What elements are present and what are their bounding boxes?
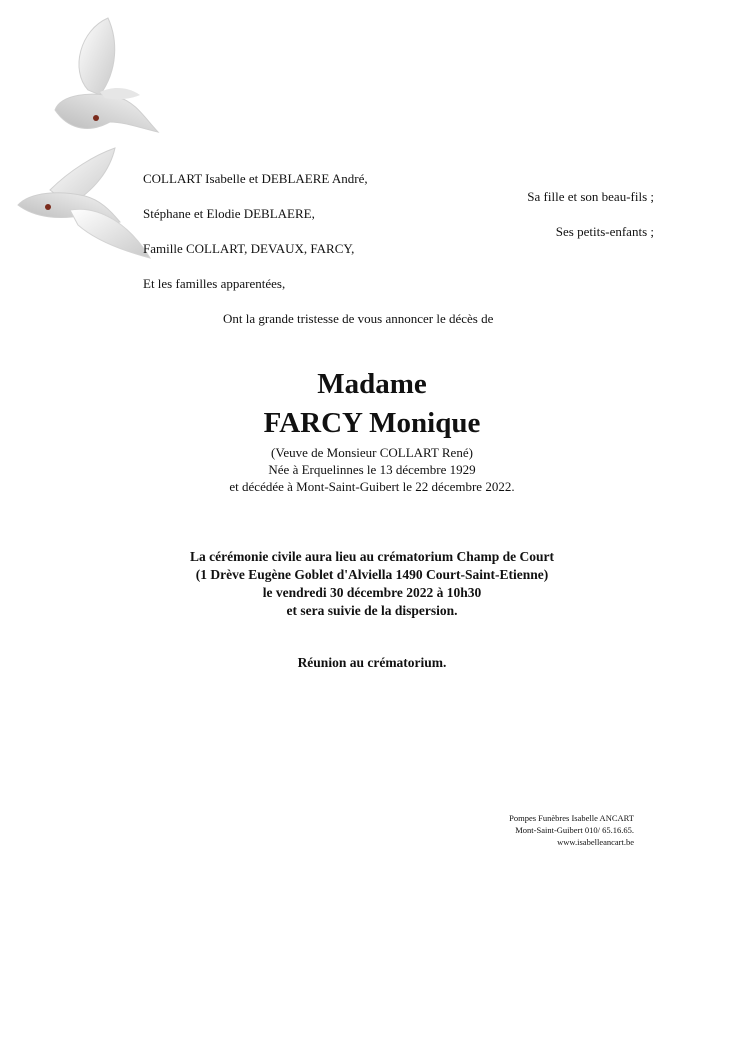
footer-address: Mont-Saint-Guibert 010/ 65.16.65. [515, 825, 634, 835]
family-relation-1: Sa fille et son beau-fils ; [527, 189, 654, 204]
ceremony-line-1: La cérémonie civile aura lieu au crématorium Champ de Court [189, 549, 555, 564]
birth-info: Née à Erquelinnes le 13 décembre 1929 [268, 462, 476, 477]
death-info: et décédée à Mont-Saint-Guibert le 22 décembre 2022. [229, 479, 515, 494]
dove-bottom [18, 148, 150, 258]
family-line-4: Et les familles apparentées, [143, 276, 286, 291]
family-line-3: Famille COLLART, DEVAUX, FARCY, [143, 241, 355, 256]
reunion-text: Réunion au crématorium. [297, 655, 447, 670]
family-relation-2: Ses petits-enfants ; [555, 224, 654, 239]
family-line-1: COLLART Isabelle et DEBLAERE André, [143, 171, 368, 186]
announcement-text: Ont la grande tristesse de vous annoncer le décès de [223, 311, 494, 326]
ceremony-line-4: et sera suivie de la dispersion. [286, 603, 458, 618]
family-line-2: Stéphane et Elodie DEBLAERE, [143, 206, 315, 221]
deceased-title: Madame [317, 368, 427, 400]
footer-company: Pompes Funèbres Isabelle ANCART [509, 813, 634, 823]
doves-image [0, 0, 170, 270]
deceased-name: FARCY Monique [263, 407, 481, 439]
ceremony-line-3: le vendredi 30 décembre 2022 à 10h30 [262, 585, 482, 600]
widow-note: (Veuve de Monsieur COLLART René) [271, 445, 473, 460]
ceremony-line-2: (1 Drève Eugène Goblet d'Alviella 1490 Court-Saint-Etienne) [195, 567, 549, 582]
footer-website: www.isabelleancart.be [557, 837, 634, 847]
dove-top [55, 18, 158, 132]
